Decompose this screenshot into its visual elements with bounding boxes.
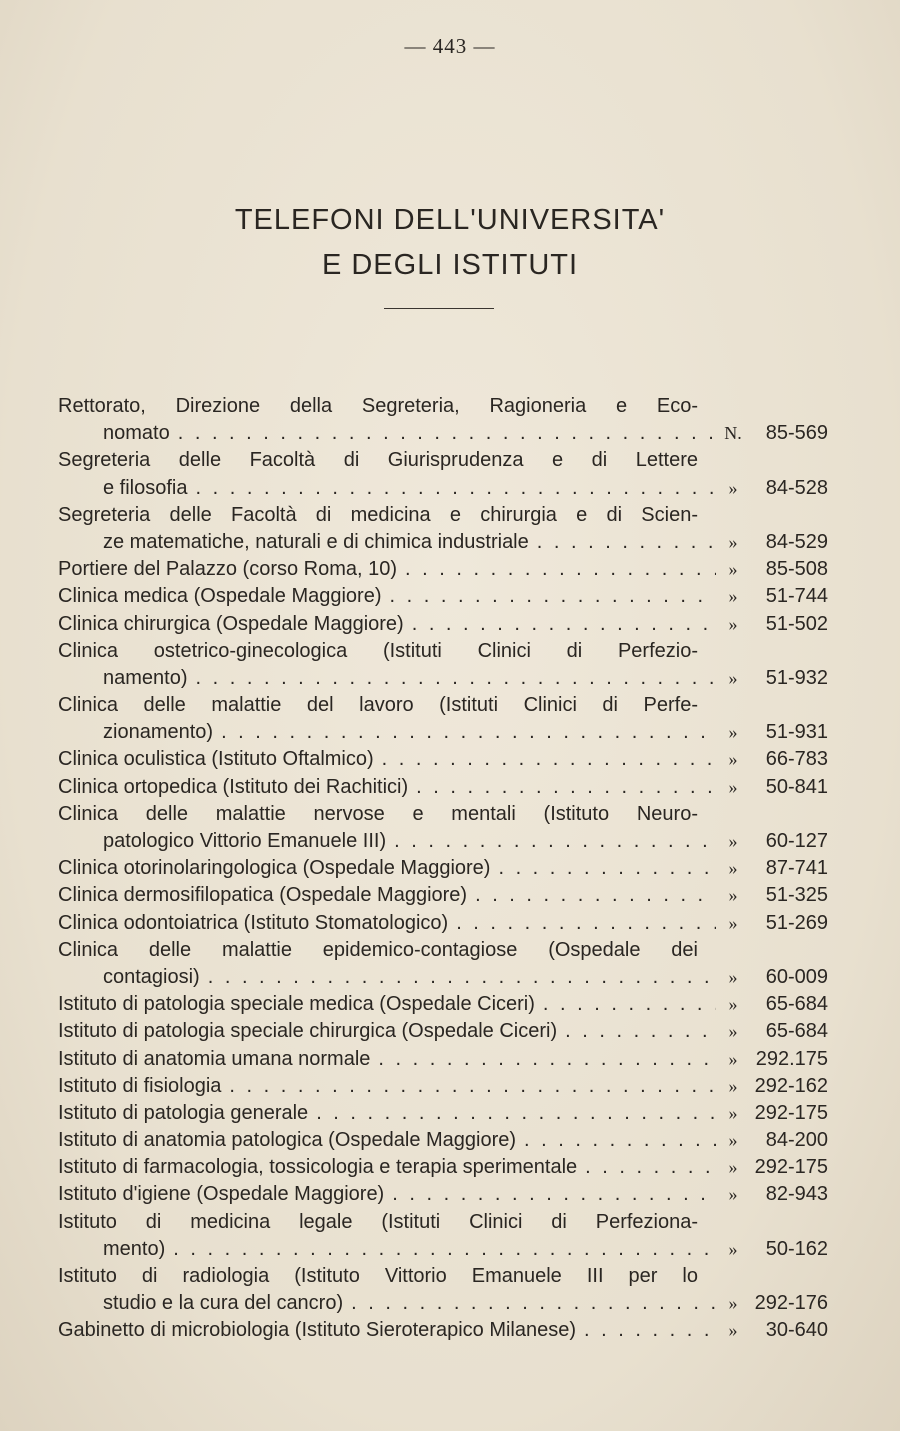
entry-text: zionamento) (103, 721, 214, 744)
entry-line (58, 801, 828, 828)
directory-entry (58, 882, 828, 909)
phone-number: 84-528 (765, 476, 828, 499)
entry-line (58, 1263, 828, 1290)
entry-text: mento) (103, 1237, 166, 1260)
directory-entry (58, 1127, 828, 1154)
entry-prefix: » (728, 1238, 738, 1259)
entry-line (58, 774, 828, 801)
entry-line (58, 1154, 828, 1181)
entry-text: studio e la cura del cancro) (103, 1292, 344, 1315)
directory-entry (58, 447, 828, 501)
entry-text: Clinica dermosifilopatica (Ospedale Maggiore) (58, 884, 468, 907)
directory-entry (58, 991, 828, 1018)
entry-line (58, 447, 828, 474)
entry-prefix: » (728, 912, 738, 933)
entry-line (58, 556, 828, 583)
entry-prefix: » (728, 1293, 738, 1314)
directory-entry (58, 1317, 828, 1344)
entry-line (58, 937, 828, 964)
phone-number: 51-325 (765, 884, 828, 907)
entry-line (58, 1181, 828, 1208)
dot-leader (456, 910, 716, 937)
entry-text: Istituto di patologia generale (58, 1101, 309, 1124)
entry-text: Segreteria delle Facoltà di Giurisprudenza e di Lettere (58, 449, 698, 472)
title-line-2: E DEGLI ISTITUTI (321, 249, 579, 281)
entry-prefix: » (728, 994, 738, 1015)
phone-number: 66-783 (765, 748, 828, 771)
dot-leader (229, 1073, 716, 1100)
entry-line (58, 964, 828, 991)
entry-text: ze matematiche, naturali e di chimica industriale (103, 530, 529, 553)
entry-text: Clinica ortopedica (Istituto dei Rachitici) (58, 775, 409, 798)
directory-entry (58, 1100, 828, 1127)
dot-leader (208, 964, 716, 991)
entry-text: Clinica delle malattie nervose e mentali (Istituto Neuro- (58, 802, 698, 825)
phone-number: 51-269 (765, 911, 828, 934)
entry-line (58, 746, 828, 773)
dot-leader (537, 529, 716, 556)
phone-number: 292-176 (754, 1292, 828, 1315)
entry-prefix: » (728, 885, 738, 906)
phone-number: 82-943 (765, 1183, 828, 1206)
entry-text: e filosofia (103, 476, 188, 499)
directory-entry (58, 937, 828, 991)
directory-entry (58, 692, 828, 746)
directory-entry (58, 611, 828, 638)
dot-leader (543, 991, 716, 1018)
dot-leader (378, 1046, 716, 1073)
entry-prefix: » (728, 1075, 738, 1096)
entry-line (58, 991, 828, 1018)
entry-line (58, 1290, 828, 1317)
dot-leader (585, 1154, 716, 1181)
entry-prefix: » (728, 858, 738, 879)
entry-text: nomato (103, 422, 170, 445)
entry-prefix: N. (724, 423, 742, 444)
dot-leader (565, 1018, 716, 1045)
entry-prefix: » (728, 1130, 738, 1151)
phone-number: 50-841 (765, 775, 828, 798)
phone-directory-list (58, 393, 828, 1345)
entry-text: Clinica delle malattie del lavoro (Istituti Clinici di Perfe- (58, 694, 698, 717)
directory-entry (58, 855, 828, 882)
entry-prefix: » (728, 477, 738, 498)
entry-text: Istituto di farmacologia, tossicologia e terapia sperimentale (58, 1156, 578, 1179)
directory-entry (58, 1209, 828, 1263)
entry-line (58, 420, 828, 447)
entry-line (58, 1317, 828, 1344)
entry-line (58, 1046, 828, 1073)
entry-prefix: » (728, 1102, 738, 1123)
title-divider (384, 308, 494, 309)
phone-number: 50-162 (765, 1237, 828, 1260)
dot-leader (221, 719, 716, 746)
entry-text: Clinica odontoiatrica (Istituto Stomatologico) (58, 911, 449, 934)
phone-number: 84-200 (765, 1129, 828, 1152)
entry-text: Segreteria delle Facoltà di medicina e chirurgia e di Scien- (58, 503, 698, 526)
entry-text: Clinica ostetrico-ginecologica (Istituti Clinici di Perfezio- (58, 639, 698, 662)
entry-prefix: » (728, 559, 738, 580)
entry-line (58, 638, 828, 665)
entry-text: Clinica delle malattie epidemico-contagiose (Ospedale dei (58, 938, 698, 961)
entry-line (58, 1018, 828, 1045)
entry-text: Istituto di patologia speciale chirurgica (Ospedale Ciceri) (58, 1020, 558, 1043)
entry-prefix: » (728, 722, 738, 743)
entry-text: Istituto di anatomia patologica (Ospedale Maggiore) (58, 1129, 517, 1152)
phone-number: 292-175 (754, 1101, 828, 1124)
directory-entry (58, 801, 828, 855)
directory-entry (58, 774, 828, 801)
phone-number: 84-529 (765, 530, 828, 553)
directory-entry (58, 1046, 828, 1073)
entry-text: Clinica chirurgica (Ospedale Maggiore) (58, 612, 404, 635)
dot-leader (351, 1290, 716, 1317)
entry-text: Clinica otorinolaringologica (Ospedale Maggiore) (58, 857, 491, 880)
directory-entry (58, 1073, 828, 1100)
page-title (0, 198, 900, 288)
entry-prefix: » (728, 831, 738, 851)
entry-text: Gabinetto di microbiologia (Istituto Sieroterapico Milanese) (58, 1319, 577, 1342)
entry-text: patologico Vittorio Emanuele III) (103, 830, 387, 852)
dot-leader (392, 1181, 716, 1208)
entry-prefix: » (728, 613, 738, 634)
phone-number: 51-502 (765, 612, 828, 635)
dot-leader (196, 475, 717, 502)
dot-leader (584, 1317, 716, 1344)
entry-line (58, 1209, 828, 1236)
entry-prefix: » (728, 667, 738, 688)
entry-line (58, 1236, 828, 1263)
entry-text: Clinica medica (Ospedale Maggiore) (58, 585, 382, 608)
directory-entry (58, 910, 828, 937)
directory-entry (58, 638, 828, 692)
entry-line (58, 719, 828, 746)
phone-number: 60-127 (765, 830, 828, 852)
entry-line (58, 910, 828, 937)
dot-leader (524, 1127, 716, 1154)
entry-text: Istituto d'igiene (Ospedale Maggiore) (58, 1183, 385, 1206)
entry-line (58, 1100, 828, 1127)
entry-line (58, 393, 828, 420)
entry-line (58, 855, 828, 882)
entry-text: Portiere del Palazzo (corso Roma, 10) (58, 558, 398, 581)
entry-prefix: » (728, 586, 738, 607)
entry-line (58, 828, 828, 855)
phone-number: 292-175 (754, 1156, 828, 1179)
phone-number: 65-684 (765, 993, 828, 1016)
entry-prefix: » (728, 531, 738, 552)
entry-prefix: » (728, 1021, 738, 1042)
entry-line (58, 1073, 828, 1100)
entry-line (58, 502, 828, 529)
entry-prefix: » (728, 1184, 738, 1205)
phone-number: 292.175 (755, 1047, 828, 1070)
dot-leader (316, 1100, 716, 1127)
entry-text: Istituto di fisiologia (58, 1074, 222, 1097)
dot-leader (394, 828, 716, 855)
entry-line (58, 475, 828, 502)
entry-text: Istituto di patologia speciale medica (Ospedale Ciceri) (58, 993, 535, 1016)
title-line-1: TELEFONI DELL'UNIVERSITA' (234, 204, 666, 236)
entry-text: Clinica oculistica (Istituto Oftalmico) (58, 748, 374, 771)
phone-number: 51-744 (765, 585, 828, 608)
phone-number: 292-162 (754, 1074, 828, 1097)
dot-leader (178, 420, 716, 447)
page-number: — 443 — (404, 34, 496, 58)
dot-leader (416, 774, 716, 801)
dot-leader (405, 556, 716, 583)
dot-leader (389, 583, 716, 610)
entry-prefix: » (728, 966, 738, 987)
phone-number: 51-932 (765, 666, 828, 689)
phone-number: 65-684 (765, 1020, 828, 1043)
phone-number: 85-508 (765, 558, 828, 581)
entry-prefix: » (728, 749, 738, 770)
dot-leader (475, 882, 716, 909)
entry-line (58, 583, 828, 610)
directory-entry (58, 393, 828, 447)
directory-entry (58, 1263, 828, 1317)
phone-number: 85-569 (765, 422, 828, 445)
dot-leader (173, 1236, 716, 1263)
entry-line (58, 882, 828, 909)
phone-number: 87-741 (765, 857, 828, 880)
dot-leader (412, 611, 716, 638)
directory-entry (58, 1181, 828, 1208)
entry-line (58, 692, 828, 719)
entry-text: Rettorato, Direzione della Segreteria, Ragioneria e Eco- (58, 395, 698, 417)
directory-entry (58, 556, 828, 583)
entry-prefix: » (728, 1048, 738, 1069)
entry-text: Istituto di medicina legale (Istituti Clinici di Perfeziona- (58, 1210, 698, 1233)
entry-text: namento) (103, 666, 188, 689)
entry-prefix: » (728, 776, 738, 797)
entry-line (58, 1127, 828, 1154)
phone-number: 60-009 (765, 965, 828, 988)
phone-number: 51-931 (765, 721, 828, 744)
entry-line (58, 529, 828, 556)
directory-entry (58, 746, 828, 773)
directory-entry (58, 1154, 828, 1181)
dot-leader (196, 665, 717, 692)
dot-leader (382, 746, 716, 773)
entry-prefix: » (728, 1320, 738, 1341)
dot-leader (498, 855, 716, 882)
directory-entry (58, 1018, 828, 1045)
entry-prefix: » (728, 1157, 738, 1178)
entry-text: Istituto di anatomia umana normale (58, 1047, 371, 1070)
entry-text: Istituto di radiologia (Istituto Vittorio Emanuele III per lo (58, 1265, 698, 1287)
phone-number: 30-640 (765, 1319, 828, 1342)
entry-line (58, 611, 828, 638)
directory-entry (58, 583, 828, 610)
directory-entry (58, 502, 828, 556)
entry-text: contagiosi) (103, 965, 200, 988)
entry-line (58, 665, 828, 692)
